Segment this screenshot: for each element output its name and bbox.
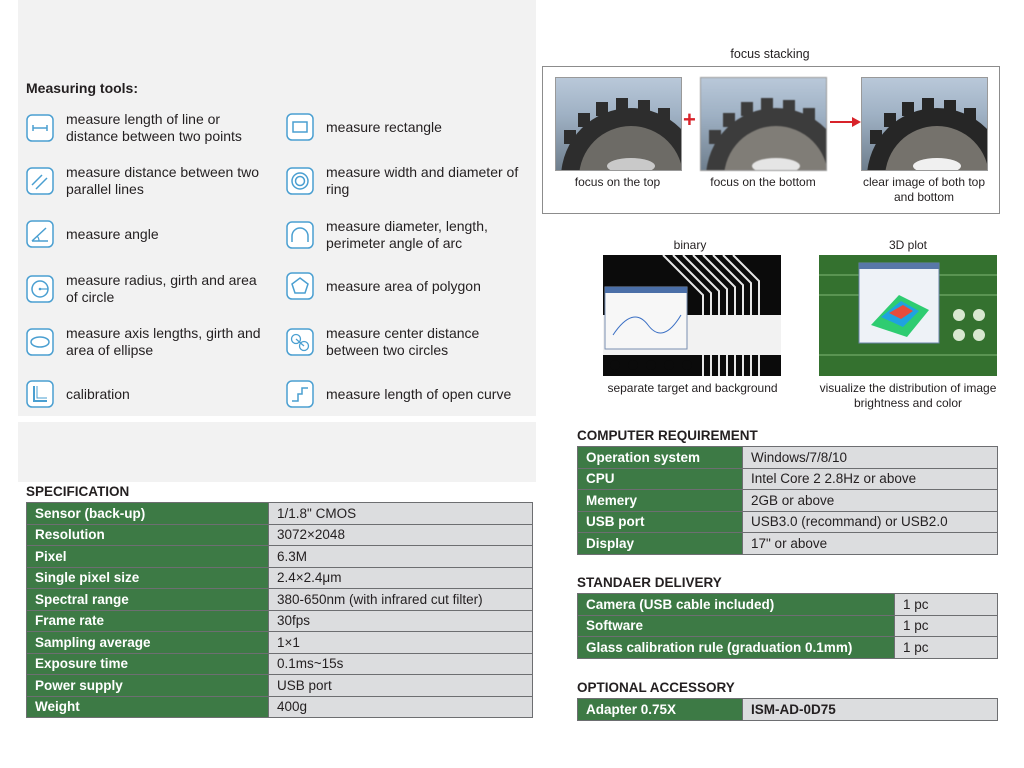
computer-requirement-title: COMPUTER REQUIREMENT	[577, 428, 758, 443]
row-label: Frame rate	[27, 610, 269, 632]
row-value: ISM-AD-0D75	[743, 699, 998, 721]
row-label: Spectral range	[27, 589, 269, 611]
row-value: 17" or above	[743, 533, 998, 555]
plot3d-title: 3D plot	[888, 238, 928, 252]
row-label: Weight	[27, 696, 269, 718]
row-value: Windows/7/8/10	[743, 447, 998, 469]
table-row	[27, 632, 533, 654]
plot3d-caption: visualize the distribution of image brightness and color	[819, 381, 997, 410]
row-label: Adapter 0.75X	[578, 699, 743, 721]
gear-photo-bottom	[700, 77, 827, 171]
row-value: 380-650nm (with infrared cut filter)	[269, 589, 533, 611]
tool-two-circles	[286, 325, 526, 359]
table-row	[27, 503, 533, 525]
tool-line	[26, 111, 266, 145]
row-label: Display	[578, 533, 743, 555]
table-row	[27, 567, 533, 589]
table-row	[578, 490, 998, 512]
caption-bottom: focus on the bottom	[710, 175, 816, 189]
focus-stacking-panel	[542, 66, 1000, 214]
row-label: Sensor (back-up)	[27, 503, 269, 525]
gear-photo-top	[555, 77, 682, 171]
table-row	[27, 696, 533, 718]
table-row	[578, 615, 998, 637]
calibration-icon	[26, 380, 54, 408]
row-value: Intel Core 2 2.8Hz or above	[743, 468, 998, 490]
table-row	[578, 468, 998, 490]
row-label: Glass calibration rule (graduation 0.1mm)	[578, 637, 895, 659]
tool-label: measure radius, girth and area of circle	[66, 272, 257, 305]
caption-clear: clear image of both top and bottom	[862, 175, 986, 204]
two-circles-icon	[286, 328, 314, 356]
binary-title: binary	[673, 238, 707, 252]
arc-icon	[286, 221, 314, 249]
row-label: Single pixel size	[27, 567, 269, 589]
row-value: 1/1.8" CMOS	[269, 503, 533, 525]
row-label: Sampling average	[27, 632, 269, 654]
tool-arc	[286, 218, 526, 252]
table-row	[578, 637, 998, 659]
specification-table	[26, 502, 533, 718]
binary-image	[603, 255, 781, 376]
tool-ellipse	[26, 325, 266, 359]
row-label: Exposure time	[27, 653, 269, 675]
delivery-title: STANDAER DELIVERY	[577, 575, 722, 590]
tool-label: measure distance between two parallel lines	[66, 164, 259, 197]
arrow-right-icon	[830, 115, 862, 134]
tool-label: calibration	[66, 385, 130, 402]
table-row	[578, 511, 998, 533]
tool-polygon	[286, 272, 526, 300]
row-value: 2.4×2.4μm	[269, 567, 533, 589]
spec-background	[18, 422, 536, 482]
row-value: 3072×2048	[269, 524, 533, 546]
plot3d-image	[819, 255, 997, 376]
measuring-tools-title: Measuring tools:	[26, 80, 139, 96]
gear-photo-clear	[861, 77, 988, 171]
binary-caption: separate target and background	[607, 381, 778, 395]
rectangle-icon	[286, 113, 314, 141]
delivery-table	[577, 593, 998, 659]
plus-icon: +	[683, 107, 696, 132]
tool-label: measure width and diameter of ring	[326, 164, 519, 197]
tool-rectangle	[286, 113, 526, 141]
row-label: Camera (USB cable included)	[578, 594, 895, 616]
table-row	[578, 594, 998, 616]
parallel-lines-icon	[26, 167, 54, 195]
row-value: USB port	[269, 675, 533, 697]
table-row	[578, 699, 998, 721]
row-label: Memery	[578, 490, 743, 512]
open-curve-icon	[286, 380, 314, 408]
tool-open-curve	[286, 380, 536, 408]
ellipse-icon	[26, 328, 54, 356]
row-value: 6.3M	[269, 546, 533, 568]
optional-accessory-table	[577, 698, 998, 721]
row-value: 400g	[269, 696, 533, 718]
computer-requirement-table	[577, 446, 998, 555]
table-row	[27, 524, 533, 546]
angle-icon	[26, 220, 54, 248]
table-row	[27, 589, 533, 611]
tool-label: measure length of line or distance between two points	[66, 111, 242, 144]
circle-radius-icon	[26, 275, 54, 303]
caption-top: focus on the top	[574, 175, 661, 189]
tool-calibration	[26, 380, 266, 408]
table-row	[578, 533, 998, 555]
row-value: 30fps	[269, 610, 533, 632]
row-value: 1 pc	[895, 615, 998, 637]
row-value: 0.1ms~15s	[269, 653, 533, 675]
row-label: USB port	[578, 511, 743, 533]
tool-label: measure area of polygon	[326, 277, 481, 294]
row-value: 1 pc	[895, 594, 998, 616]
line-measure-icon	[26, 114, 54, 142]
tool-label: measure angle	[66, 225, 159, 242]
row-label: CPU	[578, 468, 743, 490]
row-label: Resolution	[27, 524, 269, 546]
row-value: USB3.0 (recommand) or USB2.0	[743, 511, 998, 533]
table-row	[27, 675, 533, 697]
tool-label: measure diameter, length, perimeter angle of arc	[326, 218, 488, 251]
specification-title: SPECIFICATION	[26, 484, 130, 499]
tool-angle	[26, 220, 266, 248]
table-row	[27, 610, 533, 632]
tool-ring	[286, 164, 526, 198]
tool-circle	[26, 272, 266, 306]
row-value: 1 pc	[895, 637, 998, 659]
focus-stacking-title: focus stacking	[730, 47, 810, 61]
row-label: Power supply	[27, 675, 269, 697]
tool-label: measure axis lengths, girth and area of ellipse	[66, 325, 261, 358]
row-value: 1×1	[269, 632, 533, 654]
row-label: Pixel	[27, 546, 269, 568]
row-value: 2GB or above	[743, 490, 998, 512]
tool-label: measure length of open curve	[326, 385, 512, 402]
row-label: Operation system	[578, 447, 743, 469]
tool-label: measure center distance between two circles	[326, 325, 480, 358]
polygon-icon	[286, 272, 314, 300]
tool-parallel	[26, 164, 266, 198]
optional-accessory-title: OPTIONAL ACCESSORY	[577, 680, 735, 695]
row-label: Software	[578, 615, 895, 637]
tool-label: measure rectangle	[326, 118, 442, 135]
table-row	[578, 447, 998, 469]
table-row	[27, 653, 533, 675]
ring-icon	[286, 167, 314, 195]
table-row	[27, 546, 533, 568]
